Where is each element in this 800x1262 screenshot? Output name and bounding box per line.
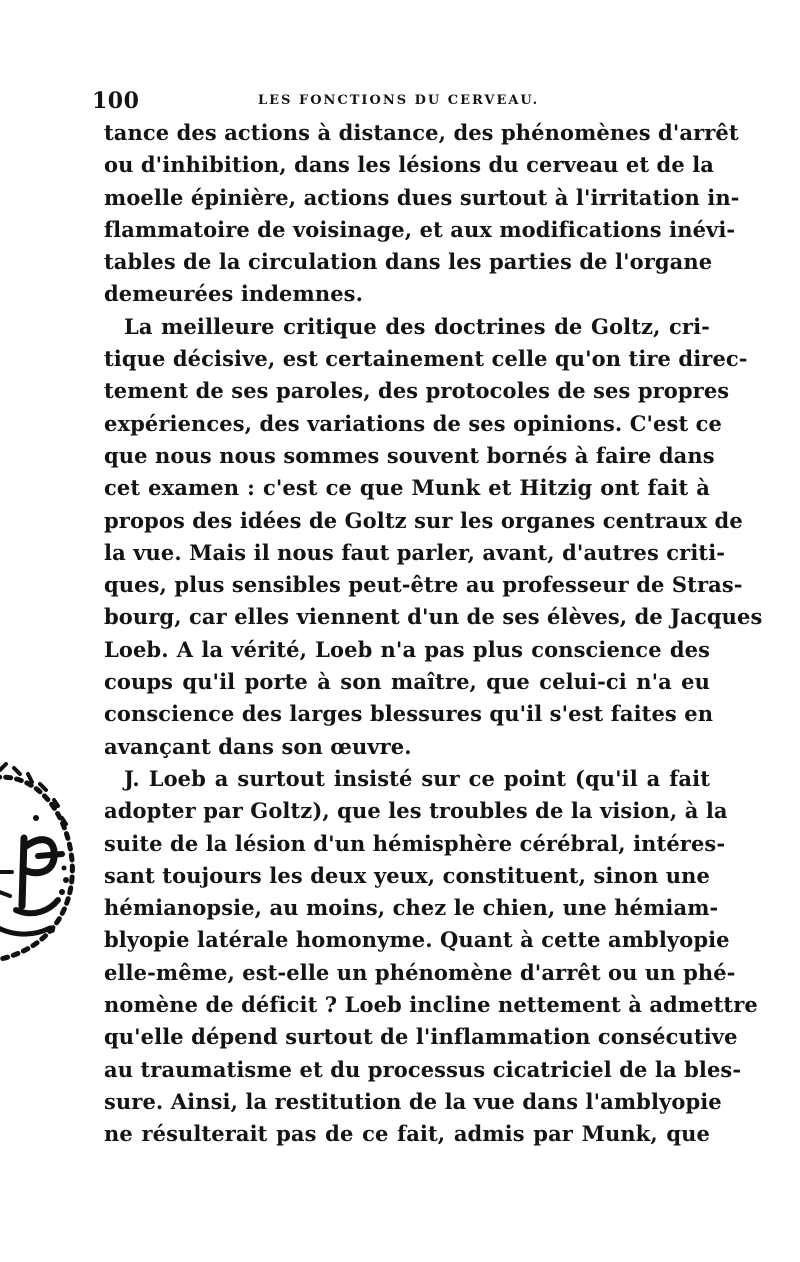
text-line: coups qu'il porte à son maître, que celui-ci n'a eu — [104, 669, 710, 695]
text-line: avançant dans son œuvre. — [104, 733, 412, 759]
text-line: sant toujours les deux yeux, constituent, sinon une — [104, 862, 710, 888]
text-line: hémianopsie, au moins, chez le chien, une hémiam- — [104, 895, 719, 921]
text-line: qu'elle dépend surtout de l'inflammation consécutive — [104, 1024, 738, 1050]
text-line: cet examen : c'est ce que Munk et Hitzig ont fait à — [104, 475, 710, 501]
text-line: tique décisive, est certainement celle qu'on tire direc- — [104, 346, 748, 372]
text-line: conscience des larges blessures qu'il s'est faites en — [104, 701, 714, 727]
text-line: Loeb. A la vérité, Loeb n'a pas plus conscience des — [104, 636, 710, 662]
library-stamp-icon — [0, 760, 78, 968]
text-line: ques, plus sensibles peut-être au professeur de Stras- — [104, 572, 743, 598]
text-line: nomène de déficit ? Loeb incline nettement à admettre — [104, 992, 758, 1018]
text-line: au traumatisme et du processus cicatriciel de la bles- — [104, 1056, 742, 1082]
text-line: que nous nous sommes souvent bornés à faire dans — [104, 442, 715, 468]
text-line: tement de ses paroles, des protocoles de ses propres — [104, 378, 730, 404]
text-line: expériences, des variations de ses opinions. C'est ce — [104, 410, 723, 436]
text-line: suite de la lésion d'un hémisphère cérébral, intéres- — [104, 830, 726, 856]
text-line: blyopie latérale homonyme. Quant à cette amblyopie — [104, 927, 730, 953]
text-line: tance des actions à distance, des phénomènes d'arrêt — [104, 120, 739, 145]
text-line: la vue. Mais il nous faut parler, avant, d'autres criti- — [104, 539, 726, 565]
text-line: bourg, car elles viennent d'un de ses élèves, de Jacques — [104, 604, 763, 630]
text-line: J. Loeb a surtout insisté sur ce point (qu'il a fait — [124, 765, 710, 791]
text-line: La meilleure critique des doctrines de Goltz, cri- — [124, 313, 710, 339]
page-number: 100 — [92, 88, 140, 114]
text-line: tables de la circulation dans les parties de l'organe — [104, 249, 713, 275]
text-line: ou d'inhibition, dans les lésions du cerveau et de la — [104, 152, 714, 178]
body-text — [104, 117, 763, 1151]
text-line: elle-même, est-elle un phénomène d'arrêt ou un phé- — [104, 959, 736, 985]
text-line: flammatoire de voisinage, et aux modifications inévi- — [104, 216, 736, 242]
text-line: moelle épinière, actions dues surtout à l'irritation in- — [104, 184, 740, 210]
running-head: LES FONCTIONS DU CERVEAU. — [258, 93, 540, 108]
text-line: demeurées indemnes. — [104, 281, 363, 307]
text-line: adopter par Goltz), que les troubles de la vision, à la — [104, 798, 728, 824]
text-line: sure. Ainsi, la restitution de la vue dans l'amblyopie — [104, 1088, 722, 1114]
text-line: ne résulterait pas de ce fait, admis par Munk, que — [104, 1121, 710, 1147]
text-line: propos des idées de Goltz sur les organes centraux de — [104, 507, 743, 533]
page-header — [92, 88, 704, 116]
